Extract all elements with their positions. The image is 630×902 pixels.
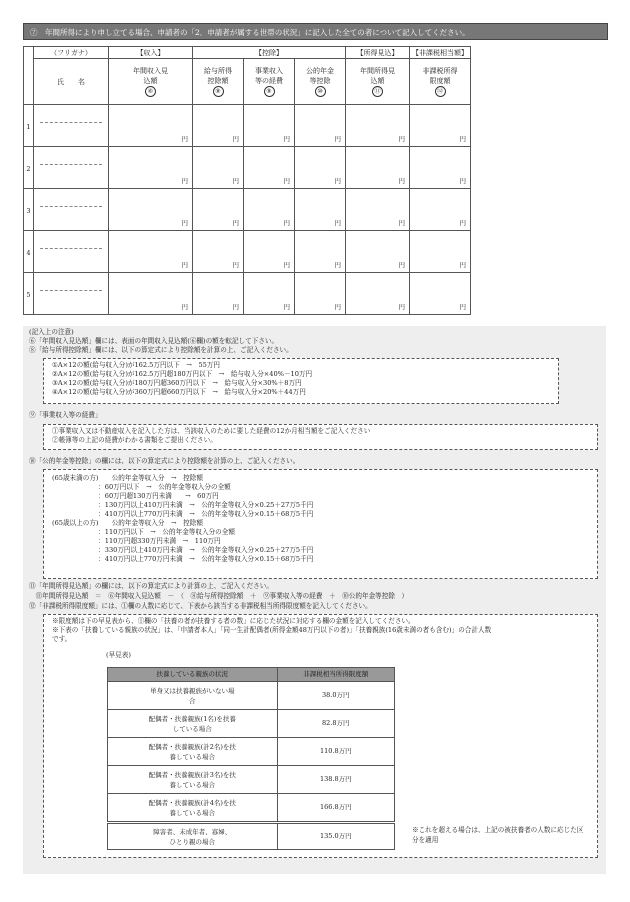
col-income-estimate: 年間所得見込額 ⑪	[346, 59, 410, 105]
amount-cell[interactable]: 円	[244, 105, 295, 147]
amount-cell[interactable]: 円	[410, 147, 471, 189]
row-number: 2	[24, 147, 34, 189]
quick-header-limit: 非課税相当所得限度額	[277, 668, 394, 682]
amount-cell[interactable]: 円	[193, 231, 244, 273]
section-header: ⑦ 年間所得により申し立てる場合、申請者の「2．申請者が属する世帯の状況」に記入した全ての者について記入してください。	[23, 23, 608, 40]
group-income: 【収入】	[109, 47, 193, 59]
col-pension-deduction: 公的年金等控除 ⑩	[295, 59, 346, 105]
table-row	[24, 231, 471, 273]
amount-cell[interactable]: 円	[244, 147, 295, 189]
note-12: ⑫「非課税所得限度額」には、①欄の人数に応じて、下表から該当する非課税相当所得限度額を記入してください。	[29, 602, 372, 610]
note-10: ⑩「公的年金等控除」の欄には、以下の算定式により控除額を計算の上、ご記入ください。	[29, 457, 300, 465]
table-row	[24, 105, 471, 147]
group-income-est: 【所得見込】	[346, 47, 410, 59]
quick-row	[108, 710, 395, 738]
name-cell[interactable]	[34, 231, 109, 273]
table-row	[24, 147, 471, 189]
amount-cell[interactable]: 円	[193, 189, 244, 231]
amount-cell[interactable]: 円	[410, 105, 471, 147]
quick-limit: 82.8万円	[277, 710, 394, 738]
amount-cell[interactable]: 円	[109, 147, 193, 189]
table-row	[24, 189, 471, 231]
quick-extra-limit: 135.0万円	[277, 824, 394, 850]
note-6: ⑥「年間収入見込額」欄には、表面の年間収入見込額(⑥欄)の額を転記して下さい。	[29, 337, 279, 345]
group-deduction: 【控除】	[193, 47, 346, 59]
amount-cell[interactable]: 円	[295, 147, 346, 189]
quick-table	[107, 667, 395, 822]
amount-cell[interactable]: 円	[346, 231, 410, 273]
pension-deduction-box: (65歳未満の方) 公的年金等収入分 → 控除額 ：60万円以下 → 公的年金等収入分の全額 ：60万円超130万円未満 → 60万円 ：130万円以上410万円未満 → 公的年金等収入分×0.25＋27万5千円 ：410万円以上770万円未満 → 公的年金等収入分×0.15＋68万5千円 (65歳以上の方) 公的年金等収入分 → 控除額 ：110万円以下 → 公的年金等収入分の全額 ：110万円超330万円未満 → 110万円 ：330万円以上410万円未満 → 公的年金等収入分×0.25＋27万5千円 ：410万円以上770万円未満 → 公的年金等収入分×0.15＋68万5千円	[43, 469, 598, 579]
col-annual-income: 年間収入見込額 ⑥	[109, 59, 193, 105]
quick-row	[108, 738, 395, 766]
quick-table-extra	[107, 823, 395, 850]
col-business-expense: 事業収入等の経費 ⑨	[244, 59, 295, 105]
quick-limit: 38.0万円	[277, 682, 394, 710]
notes-title: (記入上の注意)	[29, 328, 74, 336]
row-number: 5	[24, 273, 34, 315]
quick-limit: 110.8万円	[277, 738, 394, 766]
note-9: ⑨「事業収入等の経費」	[29, 411, 102, 419]
amount-cell[interactable]: 円	[193, 105, 244, 147]
quick-limit: 138.8万円	[277, 766, 394, 794]
quick-note: ※これを超える場合は、上記の被扶養者の人数に応じた区分を適用	[412, 826, 584, 844]
business-expense-box: ①事業収入又は不動産収入を記入した方は、当該収入のために要した経費の12か月相当額をご記入ください ②帳簿等の上記の経費がわかる書類をご提出ください。	[43, 424, 598, 450]
fast-table-title: (早見表)	[106, 651, 131, 659]
amount-cell[interactable]: 円	[346, 189, 410, 231]
quick-status: 配偶者・扶養親族(計3名)を扶養している場合	[108, 766, 278, 794]
row-num-header	[24, 47, 34, 105]
notes-section	[23, 326, 606, 874]
amount-cell[interactable]: 円	[410, 273, 471, 315]
amount-cell[interactable]: 円	[244, 231, 295, 273]
quick-row	[108, 766, 395, 794]
row-number: 3	[24, 189, 34, 231]
amount-cell[interactable]: 円	[193, 147, 244, 189]
quick-status: 配偶者・扶養親族(計4名)を扶養している場合	[108, 794, 278, 822]
quick-header-status: 扶養している親族の状況	[108, 668, 278, 682]
quick-status: 単身又は扶養親族がいない場合	[108, 682, 278, 710]
furigana-header: （フリガナ）	[34, 47, 109, 59]
amount-cell[interactable]: 円	[244, 189, 295, 231]
formula-11: ⑪年間所得見込額 ＝ ⑥年間収入見込額 － （ ⑧給与所得控除額 ＋ ⑨事業収入等の経費 ＋ ⑩公的年金等控除 ）	[29, 592, 409, 600]
group-limit: 【非課税相当額】	[410, 47, 471, 59]
quick-status: 配偶者・扶養親族(1名)を扶養している場合	[108, 710, 278, 738]
quick-row	[108, 682, 395, 710]
amount-cell[interactable]: 円	[295, 231, 346, 273]
quick-row	[108, 794, 395, 822]
name-header: 氏 名	[34, 59, 109, 105]
amount-cell[interactable]: 円	[295, 273, 346, 315]
income-table	[23, 46, 471, 315]
amount-cell[interactable]: 円	[346, 105, 410, 147]
amount-cell[interactable]: 円	[109, 273, 193, 315]
note-8: ⑧「給与所得控除額」欄には、以下の算定式により控除額を計算の上、ご記入ください。	[29, 346, 293, 354]
quick-status: 配偶者・扶養親族(計2名)を扶養している場合	[108, 738, 278, 766]
amount-cell[interactable]: 円	[193, 273, 244, 315]
col-salary-deduction: 給与所得控除額 ⑧	[193, 59, 244, 105]
table-row	[24, 273, 471, 315]
amount-cell[interactable]: 円	[295, 105, 346, 147]
amount-cell[interactable]: 円	[109, 231, 193, 273]
amount-cell[interactable]: 円	[244, 273, 295, 315]
name-cell[interactable]	[34, 147, 109, 189]
salary-deduction-box: ①A×12の額(給与収入分)が162.5万円以下 → 55万円 ②A×12の額(給与収入分)が162.5万円超180万円以下 → 給与収入分×40%－10万円 ③A×12の額(給与収入分)が180万円超360万円以下 → 給与収入分×30%＋8万円 ④A×12の額(給与収入分)が360万円超660万円以下 → 給与収入分×20%＋44万円	[43, 358, 559, 404]
row-number: 1	[24, 105, 34, 147]
name-cell[interactable]	[34, 105, 109, 147]
name-cell[interactable]	[34, 189, 109, 231]
limit-box: ※限度額は下の早見表から、①欄の「扶養の者が扶養する者の数」に応じた状況に対応する欄の金額を記入してください。 ※下表の「扶養している親族の状況」は、「申請者本人」「同一生計配偶者(所得金額48万円以下の者)」「扶養親族(16歳未満の者も含む)」の合計人数 です。 (早見表) 扶養している親族の状況 非課税相当所得限度額 単身又は扶養親族がいない場合 38.0万円 配偶者・扶養親族(1名)を扶養している場合 82.8万円 配偶者・扶養親族(計2名)を扶養している場合 110.8万円 配偶者・扶養親族(計3名)を扶養している場合 138.8万円 配偶者・扶養親族(計4名)を扶養している場合 166.8万円 障害者、未成年者、寡婦、ひとり親の場合 135.0万円 ※これを超える場合は、上記の被扶養者の人数に応じた区分を適用	[43, 614, 598, 858]
amount-cell[interactable]: 円	[346, 273, 410, 315]
amount-cell[interactable]: 円	[410, 189, 471, 231]
row-number: 4	[24, 231, 34, 273]
quick-limit: 166.8万円	[277, 794, 394, 822]
amount-cell[interactable]: 円	[346, 147, 410, 189]
col-nontax-limit: 非課税所得限度額 ⑫	[410, 59, 471, 105]
quick-extra-status: 障害者、未成年者、寡婦、ひとり親の場合	[108, 824, 278, 850]
amount-cell[interactable]: 円	[109, 189, 193, 231]
amount-cell[interactable]: 円	[109, 105, 193, 147]
amount-cell[interactable]: 円	[410, 231, 471, 273]
name-cell[interactable]	[34, 273, 109, 315]
note-11: ⑪「年間所得見込額」の欄には、以下の算定式により計算の上、ご記入ください。	[29, 582, 273, 590]
amount-cell[interactable]: 円	[295, 189, 346, 231]
